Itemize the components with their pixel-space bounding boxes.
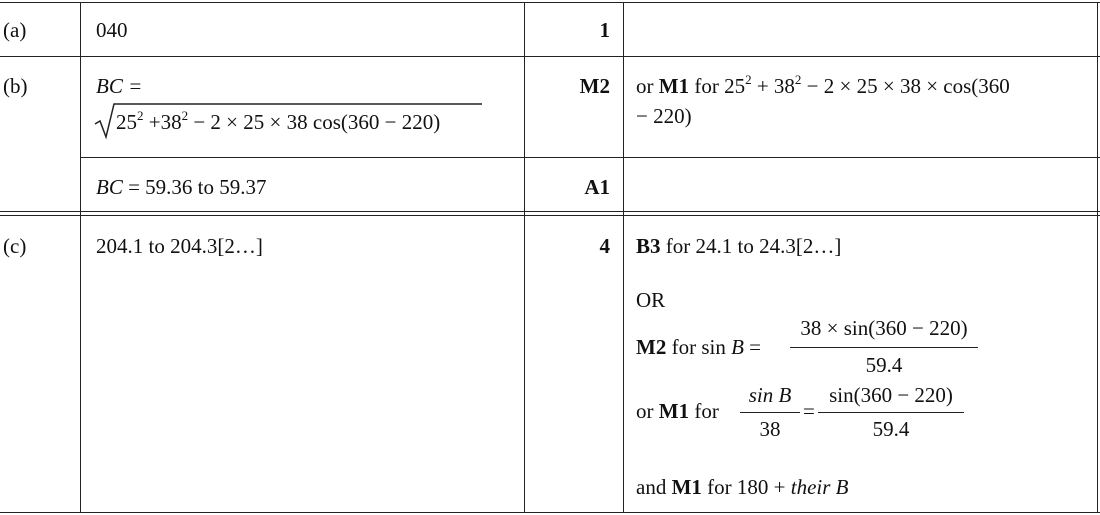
row-c-notes-and: and M1 for 180 + their B: [636, 475, 849, 499]
row-c-label: (c): [3, 234, 27, 258]
mark-code-m1-c: M1: [658, 399, 690, 423]
row-c-notes-m1: or M1 for: [636, 399, 719, 423]
row-a-mark: 1: [599, 18, 610, 42]
mark-code-m1-and: M1: [671, 475, 702, 499]
row-c-answer: 204.1 to 204.3[2…]: [96, 234, 263, 258]
row-divider-b-c-1: [0, 211, 1100, 212]
m1-fraction-right-denominator: 59.4: [872, 417, 910, 441]
row-b-notes-line2: − 220): [636, 104, 692, 128]
radicand-exp-2: 2: [181, 108, 189, 123]
radicand-base-2: +38: [143, 110, 182, 134]
table-bottom-border: [0, 512, 1100, 513]
radicand-base-1: 25: [116, 110, 137, 134]
row-c-notes-or: OR: [636, 288, 666, 312]
radicand-exp-1: 2: [137, 108, 144, 123]
m2-fraction-numerator: 38 × sin(360 − 220): [800, 316, 968, 340]
m1-fraction-left-numerator: sin B: [748, 383, 792, 407]
m1-equals-sign: =: [803, 399, 815, 423]
sqrt-expression: [94, 100, 484, 140]
sqrt-radicand: [116, 108, 441, 134]
m1-fraction-right-numerator: sin(360 − 220): [829, 383, 953, 407]
m1-fraction-left-denominator: 38: [759, 417, 781, 441]
row-c-mark: 4: [599, 234, 610, 258]
row-c-notes-m2: M2 for sin B =: [636, 335, 761, 359]
row-b-label: (b): [3, 74, 28, 98]
m2-fraction-denominator: 59.4: [865, 353, 903, 377]
m1-fraction-left: [740, 385, 800, 445]
table-right-border: [1097, 2, 1098, 512]
mark-code-m1: M1: [658, 74, 690, 98]
row-b-notes-line1: or M1 for $25^2 + 38^2 - 2 \times 25 \times 38 \times \cos(360$: [636, 72, 1010, 98]
row-b-mark-1: M2: [579, 74, 610, 98]
radicand-rest: − 2 × 25 × 38 cos(360 − 220): [188, 110, 441, 134]
row-a-label: (a): [3, 18, 27, 42]
col-divider-2: [524, 2, 525, 512]
row-b-answer-lhs: BC =: [96, 74, 143, 98]
m1-fraction-right: [818, 385, 964, 445]
mark-code-b3: B3: [636, 234, 661, 258]
m2-fraction-bar: [790, 347, 978, 348]
row-b-answer-2: BC = 59.36 to 59.37: [96, 175, 267, 199]
col-divider-1: [80, 2, 81, 512]
row-a-answer: 040: [96, 18, 128, 42]
m2-fraction: [790, 318, 978, 380]
row-divider-b-c-2: [0, 215, 1100, 216]
row-c-notes-b3: B3 for 24.1 to 24.3[2…]: [636, 234, 842, 258]
m1-fraction-left-bar: [740, 412, 800, 413]
row-divider-a-b: [0, 56, 1100, 57]
mark-code-m2: M2: [636, 335, 667, 359]
row-b-mark-2: A1: [584, 175, 610, 199]
col-divider-3: [623, 2, 624, 512]
row-divider-b-inner: [80, 157, 1100, 158]
table-top-border: [0, 2, 1100, 3]
m1-fraction-right-bar: [818, 412, 964, 413]
